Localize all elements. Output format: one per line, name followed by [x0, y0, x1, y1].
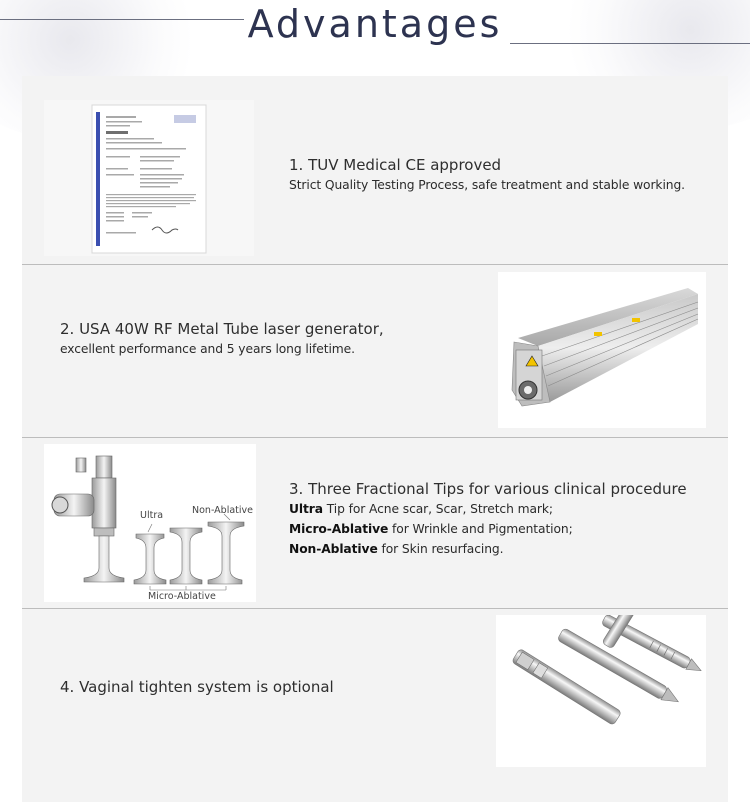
item-2-text	[60, 319, 480, 359]
item-3-heading: 3. Three Fractional Tips for various clinical procedure	[289, 480, 687, 498]
item-3-line-non-ablative	[289, 539, 729, 559]
laser-tube-drawing	[498, 272, 706, 428]
item-4-heading: 4. Vaginal tighten system is optional	[60, 678, 334, 696]
row-divider-2	[22, 437, 728, 438]
item-1-heading: 1. TUV Medical CE approved	[289, 156, 502, 174]
item-1-description: Strict Quality Testing Process, safe treatment and stable working.	[289, 178, 685, 192]
vaginal-probes-drawing	[496, 615, 706, 767]
item-3-line-ultra	[289, 499, 729, 519]
tip-label-micro-ablative: Micro-Ablative	[148, 591, 216, 602]
page-title: Advantages	[247, 2, 503, 46]
row-divider-3	[22, 608, 728, 609]
row-divider-1	[22, 264, 728, 265]
fractional-tips-diagram	[44, 444, 256, 602]
fractional-tips-drawing	[44, 444, 256, 602]
tip-label-non-ablative: Non-Ablative	[192, 505, 253, 516]
ultra-term: Ultra	[289, 502, 323, 516]
micro-ablative-description: for Wrinkle and Pigmentation;	[388, 522, 573, 536]
laser-tube-image	[498, 272, 706, 428]
item-2-description: excellent performance and 5 years long lifetime.	[60, 342, 355, 356]
item-3-line-micro-ablative	[289, 519, 729, 539]
ce-certificate-image	[44, 100, 254, 256]
micro-ablative-term: Micro-Ablative	[289, 522, 389, 536]
ultra-description: Tip for Acne scar, Scar, Stretch mark;	[322, 502, 553, 516]
non-ablative-term: Non-Ablative	[289, 542, 378, 556]
item-2-heading: 2. USA 40W RF Metal Tube laser generator,	[60, 320, 384, 338]
item-4-text	[60, 677, 480, 697]
item-3-text	[289, 479, 729, 559]
non-ablative-description: for Skin resurfacing.	[377, 542, 504, 556]
page-header	[0, 0, 750, 70]
item-1-text	[289, 155, 719, 195]
vaginal-probes-image	[496, 615, 706, 767]
certificate-drawing	[44, 100, 254, 256]
tip-label-ultra: Ultra	[140, 510, 164, 521]
